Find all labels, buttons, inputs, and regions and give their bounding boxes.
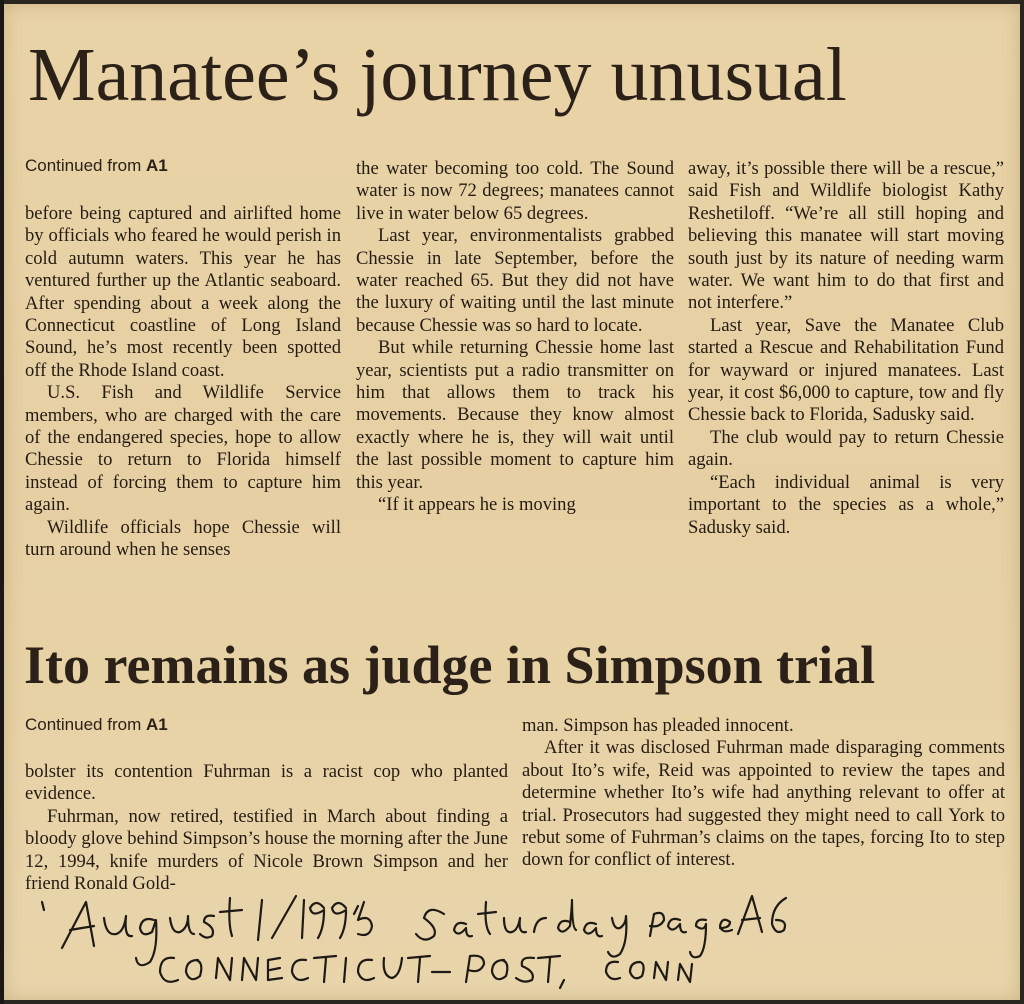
paragraph: bolster its contention Fuhrman is a racist cop who planted evidence. [25,761,508,805]
article1-column-1 [25,203,341,562]
paragraph: “If it appears he is moving [378,494,576,516]
article2-continued-line [25,715,168,735]
article1-continued-line [25,156,168,176]
paragraph: away, it’s possible there will be a rescue,” said Fish and Wildlife biologist Kathy Reshetiloff. “We’re all still hoping and believing this manatee will start moving south just by its nature of needing warm water. We want him to do that first and not interfere.” [688,158,1004,314]
article1-column-2 [356,158,674,517]
paragraph: before being captured and airlifted home by officials who feared he would perish in cold autumn waters. This year he has ventured further up the Atlantic seaboard. After spending about a week along the Connecticut coastline of Long Island Sound, he’s most recently been spotted off the Rhode Island coast. [25,203,341,381]
handwritten-date-note [34,888,1014,1000]
paragraph: man. Simpson has pleaded innocent. [522,715,794,736]
paragraph: Last year, Save the Manatee Club started a Rescue and Rehabilitation Fund for wayward or injured manatees. Last year, it cost $6,000 to capture, tow and fly Chessie back to Florida, Sadusky said. [688,314,1004,426]
paragraph: “Each individual animal is very important to the species as a whole,” Sadusky said. [688,471,1004,538]
article2-column-1 [25,761,508,895]
newspaper-clipping [4,4,1020,1000]
paragraph: Wildlife officials hope Chessie will turn around when he senses [25,516,341,561]
article2-headline: Ito remains as judge in Simpson trial [24,635,876,695]
continued-label: Continued from [25,156,142,175]
paragraph: U.S. Fish and Wildlife Service members, who are charged with the care of the endangered species, hope to allow Chessie to return to Florida himself instead of forcing them to capture him again. [25,382,341,516]
handwriting-drawing [34,888,1014,1000]
paragraph: The club would pay to return Chessie again. [688,426,1004,471]
paragraph: After it was disclosed Fuhrman made disparaging comments about Ito’s wife, Reid was appointed to review the tapes and determine whether Ito’s wife had anything relevant to offer at trial. Prosecutors had suggested they might need to call York to rebut some of Fuhrman’s claims on the tapes, forcing Ito to step down for conflict of interest. [522,737,1005,871]
paragraph: Fuhrman, now retired, testified in March about finding a bloody glove behind Simpson’s house the morning after the June 12, 1994, knife murders of Nicole Brown Simpson and her friend Ronald Gold- [25,805,508,895]
paragraph: Last year, environmentalists grabbed Chessie in late September, before the water reached 65. But they did not have the luxury of waiting until the last minute because Chessie was so hard to locate. [356,225,674,336]
article1-column-3 [688,158,1004,539]
article1-headline: Manatee’s journey unusual [28,33,847,117]
continued-label: Continued from [25,715,142,734]
continued-page: A1 [145,156,168,175]
paragraph: the water becoming too cold. The Sound water is now 72 degrees; manatees cannot live in water below 65 degrees. [356,158,674,224]
continued-page: A1 [145,715,168,734]
article2-column-2 [522,715,1005,872]
paragraph: But while returning Chessie home last year, scientists put a radio transmitter on him that allows them to track his movements. Because they know almost exactly where he is, they will wait until the last possible moment to capture him this year. [356,337,674,493]
